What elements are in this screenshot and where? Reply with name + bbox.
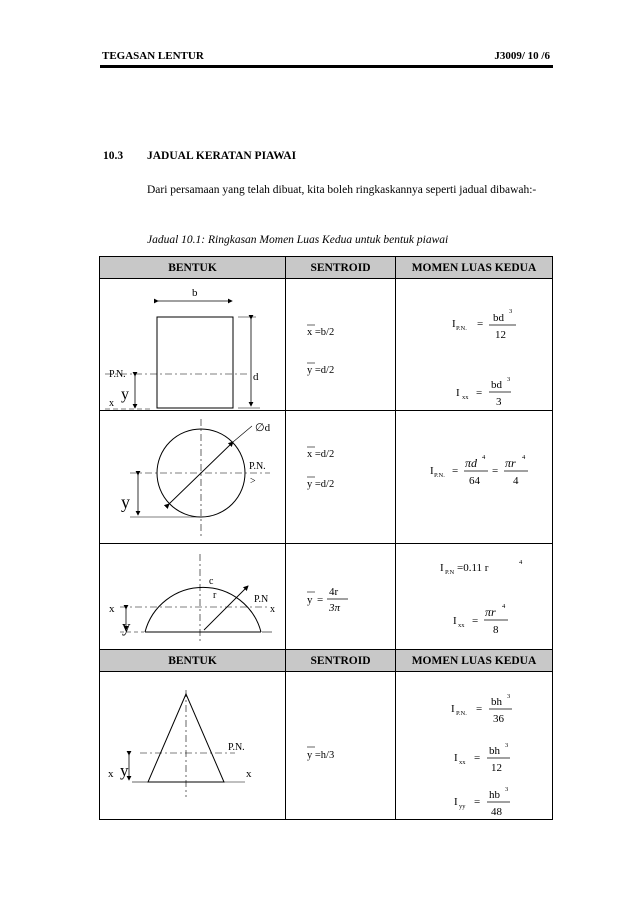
header-rule bbox=[100, 65, 553, 68]
semicircle-shape bbox=[145, 587, 261, 632]
table-header-row bbox=[100, 257, 553, 279]
svg-text:3: 3 bbox=[505, 786, 509, 793]
row-rectangle bbox=[100, 279, 553, 411]
dim-b-label: b bbox=[192, 287, 198, 299]
centroid-y: y =d/2 bbox=[307, 365, 335, 376]
header-bentuk-2: BENTUK bbox=[100, 650, 286, 672]
header-sentroid: SENTROID bbox=[286, 257, 396, 279]
header-bentuk: BENTUK bbox=[100, 257, 286, 279]
circle-centroid bbox=[286, 411, 396, 543]
centroid-y: y =d/2 bbox=[307, 479, 335, 490]
svg-text:=: = bbox=[474, 796, 481, 808]
i-xx-den: 12 bbox=[491, 762, 502, 774]
header-page-code: J3009/ 10 /6 bbox=[494, 50, 550, 62]
i-pn-num: bd bbox=[493, 312, 504, 324]
i-pn-num: bh bbox=[491, 696, 502, 708]
svg-text:I: I bbox=[451, 703, 455, 715]
svg-text:=: = bbox=[477, 318, 484, 330]
i-xx-sub: xx bbox=[462, 394, 469, 401]
y-label: y bbox=[121, 386, 129, 403]
i-xx-sub: xx bbox=[459, 759, 466, 766]
y-label: y bbox=[122, 617, 131, 636]
i-pn-sub: P.N. bbox=[456, 325, 467, 332]
i-pn-sub: P.N bbox=[445, 569, 455, 576]
den2: 4 bbox=[513, 475, 519, 487]
svg-text:=: = bbox=[452, 465, 459, 477]
svg-text:I: I bbox=[456, 387, 460, 399]
neutral-axis-label: P.N bbox=[254, 594, 269, 605]
i-xx-num: bh bbox=[489, 745, 500, 757]
neutral-axis-label: P.N. bbox=[228, 742, 245, 753]
rectangle-diagram bbox=[100, 279, 286, 410]
header-momen-2: MOMEN LUAS KEDUA bbox=[396, 650, 553, 672]
table-caption: Jadual 10.1: Ringkasan Momen Luas Kedua untuk bentuk piawai bbox=[147, 234, 449, 246]
section-title: JADUAL KERATAN PIAWAI bbox=[147, 150, 297, 162]
i-xx-den: 8 bbox=[493, 624, 499, 636]
centroid-y: y =h/3 bbox=[307, 750, 335, 761]
i-xx-sub: xx bbox=[458, 622, 465, 629]
svg-text:3: 3 bbox=[509, 308, 513, 315]
row-semicircle bbox=[100, 544, 553, 650]
svg-text:I: I bbox=[454, 796, 458, 808]
svg-text:3: 3 bbox=[505, 742, 509, 749]
page-header bbox=[102, 50, 550, 66]
header-title: TEGASAN LENTUR bbox=[102, 50, 204, 62]
svg-text:4: 4 bbox=[502, 603, 506, 610]
dim-d-label: d bbox=[253, 371, 259, 383]
svg-text:4: 4 bbox=[522, 454, 526, 461]
rectangle-centroid bbox=[286, 279, 396, 410]
centroid-x: x =b/2 bbox=[307, 327, 335, 338]
rectangle-moment bbox=[396, 279, 553, 410]
svg-text:>: > bbox=[250, 476, 256, 487]
centroid-x: x =d/2 bbox=[307, 449, 335, 460]
rectangle-shape bbox=[157, 317, 233, 408]
i-pn-den: 12 bbox=[495, 329, 506, 341]
standard-sections-table bbox=[99, 256, 553, 820]
diameter-label: ∅d bbox=[255, 422, 271, 434]
c-label: c bbox=[209, 576, 214, 587]
triangle-centroid bbox=[286, 672, 396, 819]
i-xx-num: πr bbox=[485, 605, 496, 619]
svg-text:I: I bbox=[453, 615, 457, 627]
centroid-num: 4r bbox=[329, 586, 339, 598]
triangle-diagram bbox=[100, 672, 286, 819]
y-label: y bbox=[121, 492, 130, 512]
header-momen: MOMEN LUAS KEDUA bbox=[396, 257, 553, 279]
semicircle-diagram bbox=[100, 544, 286, 649]
i-sub: P.N. bbox=[434, 472, 445, 479]
svg-text:4: 4 bbox=[519, 559, 523, 566]
i-xx-den: 3 bbox=[496, 396, 502, 408]
svg-text:I: I bbox=[454, 752, 458, 764]
svg-text:3: 3 bbox=[507, 693, 511, 700]
circle-diagram bbox=[100, 411, 286, 543]
i-yy-num: hb bbox=[489, 789, 500, 801]
neutral-axis-label: P.N. bbox=[249, 461, 266, 472]
row-circle bbox=[100, 411, 553, 544]
svg-text:I: I bbox=[440, 562, 444, 574]
i-pn-den: 36 bbox=[493, 713, 504, 725]
svg-text:=: = bbox=[476, 387, 483, 399]
svg-text:=: = bbox=[476, 703, 483, 715]
x-axis-label: x bbox=[109, 398, 114, 409]
num1: πd bbox=[465, 456, 478, 470]
triangle-moment bbox=[396, 672, 553, 819]
i-pn-val: =0.11 r bbox=[457, 562, 489, 574]
svg-text:=: = bbox=[472, 615, 479, 627]
i-yy-sub: yy bbox=[459, 803, 466, 810]
x-axis-left: x bbox=[108, 768, 114, 780]
den1: 64 bbox=[469, 475, 480, 487]
circle-moment bbox=[396, 411, 553, 543]
neutral-axis-label: P.N. bbox=[109, 369, 126, 380]
row-triangle bbox=[100, 672, 553, 820]
svg-text:y: y bbox=[307, 594, 313, 606]
svg-text:4: 4 bbox=[482, 454, 486, 461]
table-header-row-2 bbox=[100, 650, 553, 672]
i-xx-num: bd bbox=[491, 379, 502, 391]
i-pn-sub: P.N. bbox=[456, 710, 467, 717]
svg-text:=: = bbox=[492, 465, 499, 477]
section-number: 10.3 bbox=[103, 150, 124, 162]
svg-text:=: = bbox=[474, 752, 481, 764]
svg-text:3: 3 bbox=[507, 376, 511, 383]
svg-text:I: I bbox=[452, 318, 456, 330]
intro-paragraph: Dari persamaan yang telah dibuat, kita boleh ringkaskannya seperti jadual dibawah:- bbox=[147, 184, 537, 196]
centroid-den: 3π bbox=[329, 602, 341, 614]
header-sentroid-2: SENTROID bbox=[286, 650, 396, 672]
svg-text:I: I bbox=[430, 465, 434, 477]
semicircle-centroid bbox=[286, 544, 396, 649]
r-label: r bbox=[213, 590, 217, 601]
x-axis-right: x bbox=[246, 768, 252, 780]
x-axis-label: x bbox=[109, 603, 115, 615]
y-label: y bbox=[120, 761, 129, 780]
semicircle-moment bbox=[396, 544, 553, 649]
svg-text:=: = bbox=[317, 594, 324, 606]
svg-text:x: x bbox=[270, 604, 275, 615]
i-yy-den: 48 bbox=[491, 806, 502, 818]
num2: πr bbox=[505, 456, 516, 470]
